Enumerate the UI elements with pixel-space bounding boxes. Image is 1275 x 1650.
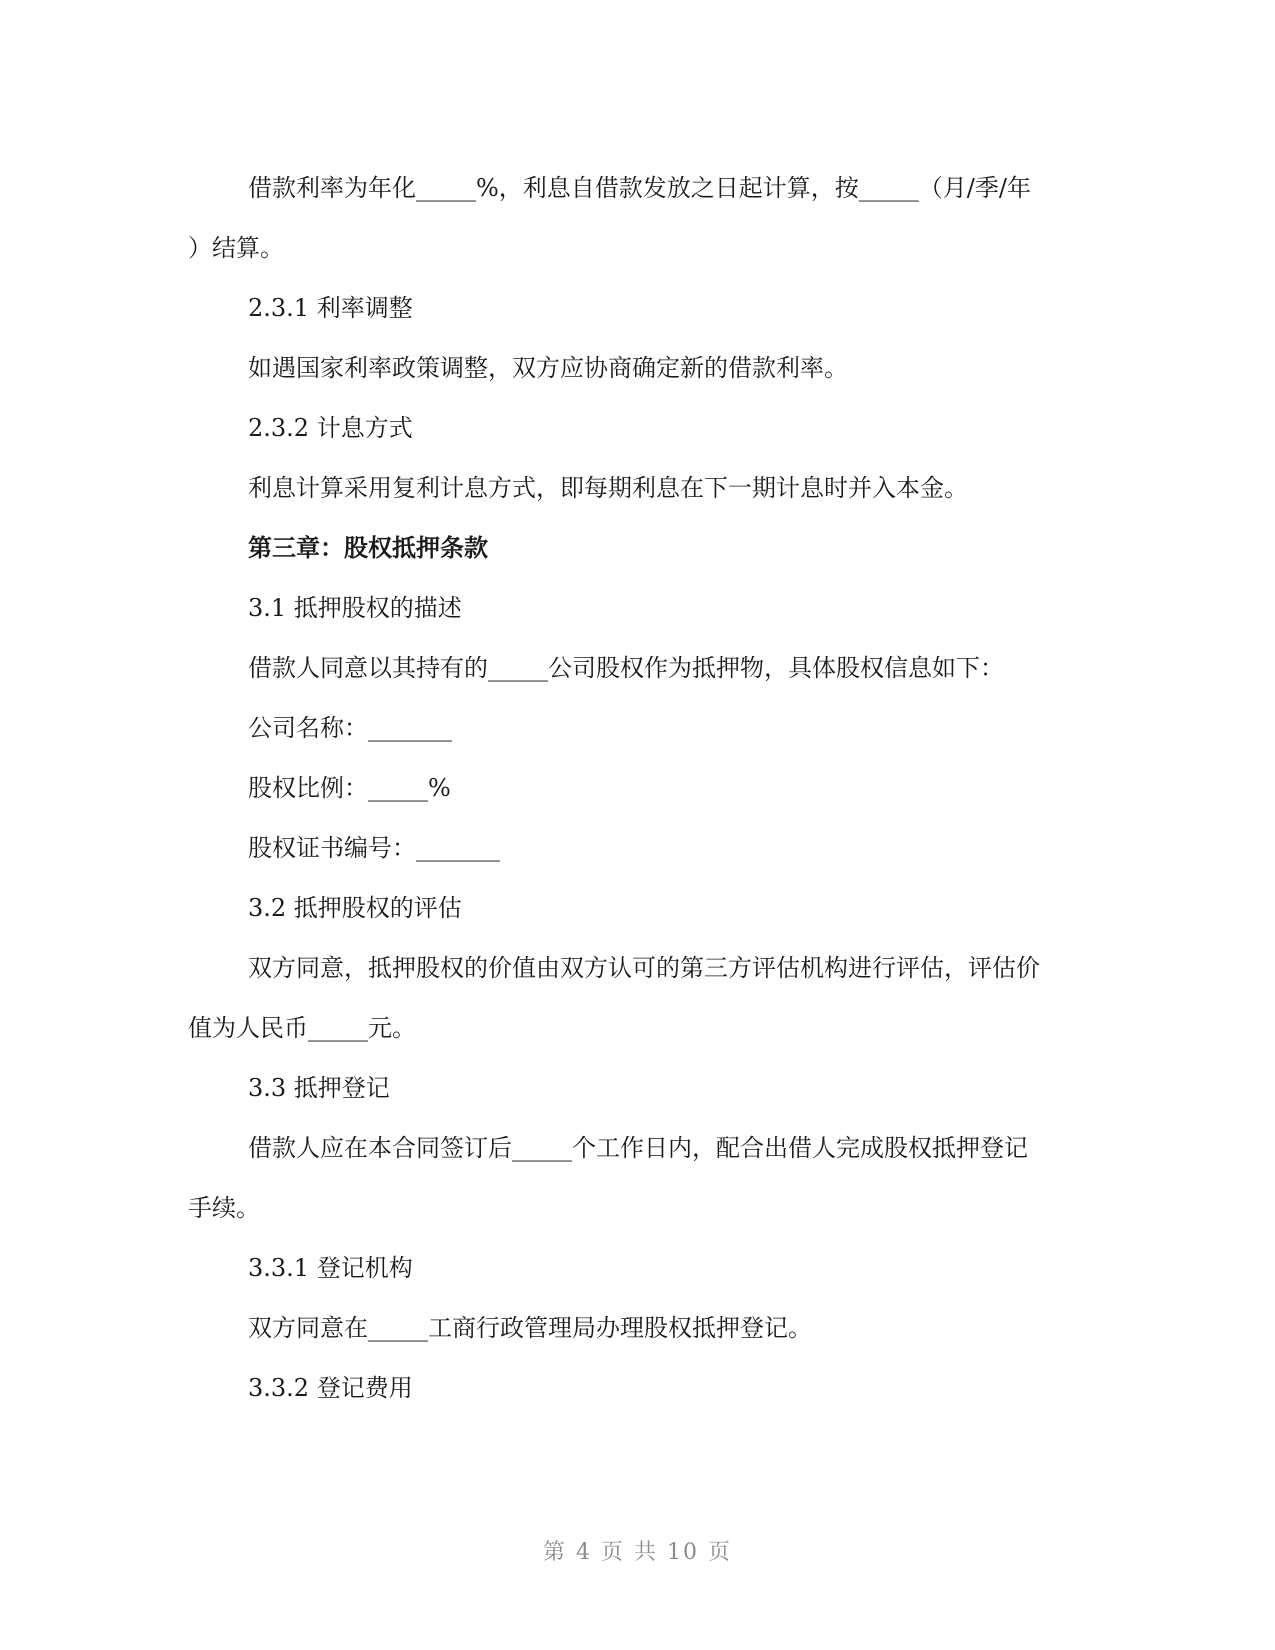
paragraph-interest-method: 利息计算采用复利计息方式，即每期利息在下一期计息时并入本金。 [248, 474, 968, 502]
heading-2-3-2: 2.3.2 计息方式 [248, 414, 413, 442]
paragraph-pledge-description: 借款人同意以其持有的_____公司股权作为抵押物，具体股权信息如下： [248, 654, 1004, 682]
heading-3-3-1: 3.3.1 登记机构 [248, 1254, 413, 1282]
heading-3-1: 3.1 抵押股权的描述 [248, 594, 462, 622]
heading-3-3: 3.3 抵押登记 [248, 1074, 390, 1102]
paragraph-registration-cont: 手续。 [188, 1194, 260, 1222]
chapter-three-title: 第三章：股权抵押条款 [248, 533, 488, 562]
heading-3-2: 3.2 抵押股权的评估 [248, 894, 462, 922]
paragraph-valuation: 双方同意，抵押股权的价值由双方认可的第三方评估机构进行评估，评估价 [248, 954, 1040, 982]
page-footer: 第 4 页 共 10 页 [543, 1540, 732, 1565]
paragraph-registration: 借款人应在本合同签订后_____个工作日内，配合出借人完成股权抵押登记 [248, 1134, 1028, 1162]
field-company-name: 公司名称：_______ [248, 714, 452, 742]
field-certificate-number: 股权证书编号：_______ [248, 834, 500, 862]
paragraph-interest-rate: 借款利率为年化_____%，利息自借款发放之日起计算，按_____（月/季/年 [248, 174, 1031, 202]
paragraph-valuation-cont: 值为人民币_____元。 [188, 1014, 416, 1042]
heading-2-3-1: 2.3.1 利率调整 [248, 294, 413, 322]
heading-3-3-2: 3.3.2 登记费用 [248, 1374, 413, 1402]
field-equity-ratio: 股权比例：_____% [248, 774, 451, 802]
paragraph-interest-rate-cont: ）结算。 [188, 234, 284, 262]
paragraph-registration-office: 双方同意在_____工商行政管理局办理股权抵押登记。 [248, 1314, 812, 1342]
paragraph-rate-adjustment: 如遇国家利率政策调整，双方应协商确定新的借款利率。 [248, 354, 848, 382]
